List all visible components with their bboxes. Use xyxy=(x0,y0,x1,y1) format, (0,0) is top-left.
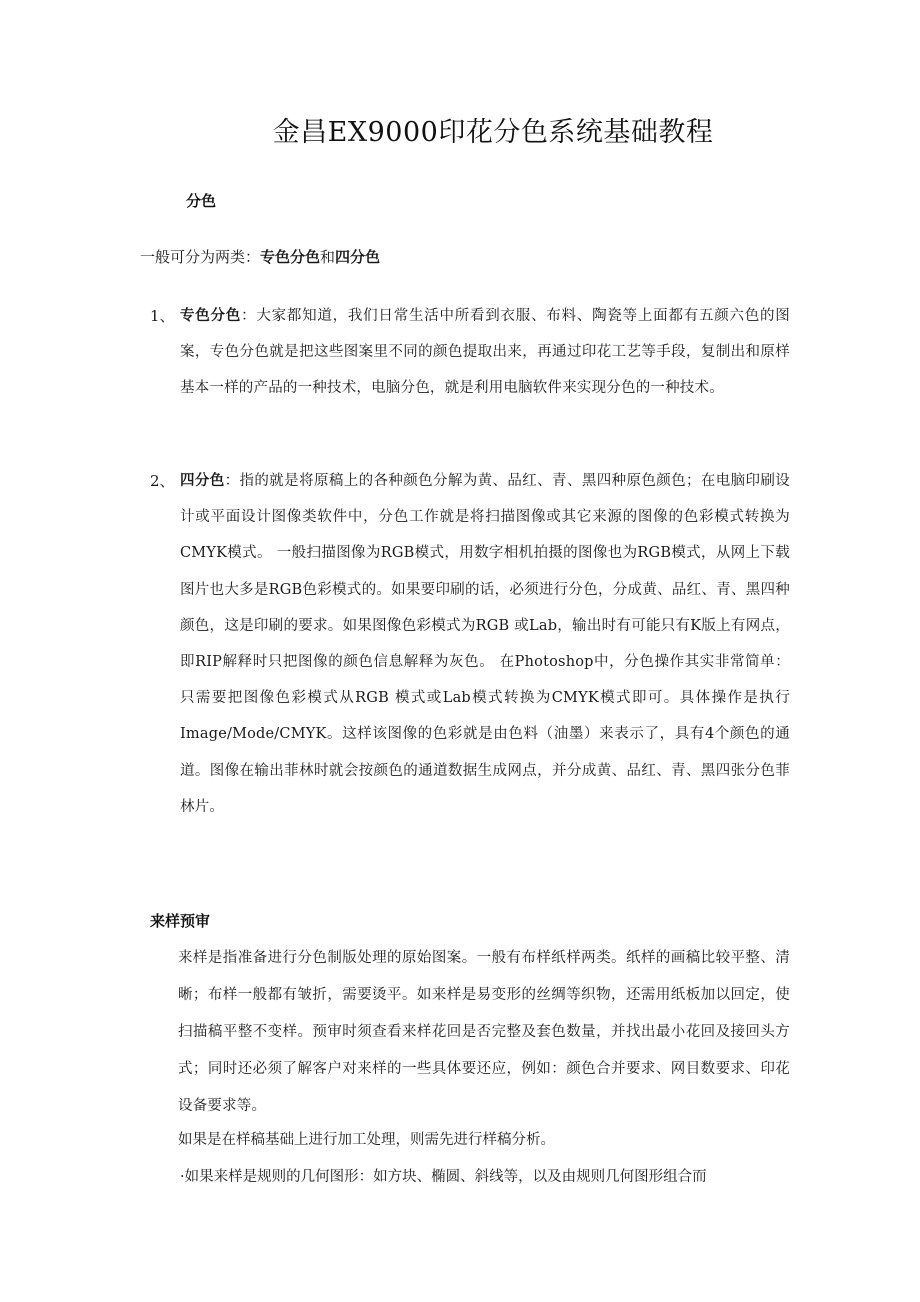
list-item-body xyxy=(180,463,790,825)
list-item-four-color xyxy=(150,463,790,825)
list-item-spot-color xyxy=(150,298,790,407)
intro-and: 和 xyxy=(320,248,336,266)
list-item-body xyxy=(180,298,790,407)
list-item-text: ：大家都知道，我们日常生活中所看到衣服、布料、陶瓷等上面都有五颜六色的图案，专色分色就是把这些图案里不同的颜色提取出来，再通过印花工艺等手段，复制出和原样基本一样的产品的一种技术，电脑分色，就是利用电脑软件来实现分色的一种技术。 xyxy=(180,308,790,397)
intro-term-four-color: 四分色 xyxy=(335,248,381,266)
intro-line xyxy=(140,244,380,270)
list-item-number: 1、 xyxy=(150,307,175,325)
list-item-term: 四分色 xyxy=(180,473,225,489)
list-item-number: 2、 xyxy=(150,472,175,490)
intro-term-spot-color: 专色分色 xyxy=(260,248,321,266)
intro-prefix: 一般可分为两类： xyxy=(140,248,261,266)
document-title: 金昌EX9000印花分色系统基础教程 xyxy=(272,117,714,148)
list-item-text: ：指的就是将原稿上的各种颜色分解为黄、品红、青、黑四种原色颜色；在电脑印刷设计或平面设计图像类软件中，分色工作就是将扫描图像或其它来源的图像的色彩模式转换为CMYK模式。 一般扫描图像为RGB模式，用数字相机拍摄的图像也为RGB模式，从网上下载图片也大多是RGB色彩模式的。如果要印刷的话，必须进行分色，分成黄、品红、青、黑四种颜色，这是印刷的要求。如果图像色彩模式为RGB 或Lab，输出时有可能只有K版上有网点，即RIP解释时只把图像的颜色信息解释为灰色。 在Photoshop中，分色操作其实非常简单：只需要把图像色彩模式从RGB 模式或Lab模式转换为CMYK模式即可。具体操作是执行Image/Mode/CMYK。这样该图像的色彩就是由色料（油墨）来表示了，具有4个颜色的通道。图像在输出菲林时就会按颜色的通道数据生成网点，并分成黄、品红、青、黑四张分色菲林片。 xyxy=(180,473,790,815)
bullet-geometric-pattern: ·如果来样是规则的几何图形：如方块、椭圆、斜线等，以及由规则几何图形组合而 xyxy=(180,1169,707,1185)
sample-analysis-line: 如果是在样稿基础上进行加工处理，则需先进行样稿分析。 xyxy=(178,1132,555,1148)
section-heading-sample-review: 来样预审 xyxy=(150,912,211,930)
sample-paragraph: 来样是指准备进行分色制版处理的原始图案。一般有布样纸样两类。纸样的画稿比较平整、清晰；布样一般都有皱折，需要烫平。如来样是易变形的丝绸等织物，还需用纸板加以回定，使扫描稿平整不变样。预审时须查看来样花回是否完整及套色数量，并找出最小花回及接回头方式；同时还必须了解客户对来样的一些具体要还应，例如：颜色合并要求、网目数要求、印花设备要求等。 xyxy=(178,950,790,1114)
list-item-term: 专色分色 xyxy=(180,308,242,324)
section-heading-color-separation: 分色 xyxy=(186,192,217,210)
